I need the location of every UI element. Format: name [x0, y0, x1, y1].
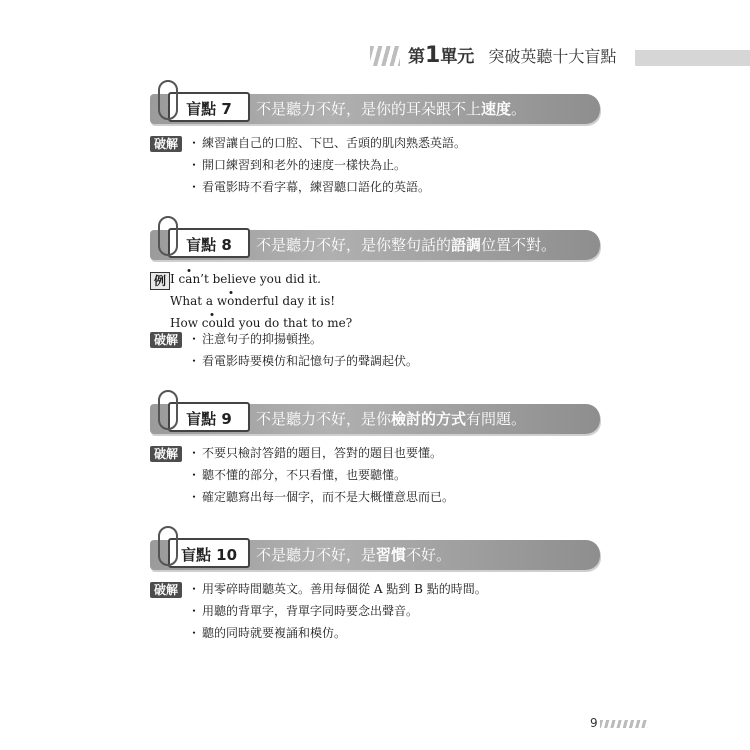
solution-list: [188, 442, 454, 508]
ex-text: What a w: [170, 294, 228, 308]
example-sentence: [170, 268, 352, 290]
ex-text: n’t believe you did it.: [192, 272, 321, 286]
list-item: ・ 看電影時要模仿和記憶句子的聲調起伏。: [188, 350, 418, 372]
section-title: [256, 408, 526, 429]
list-item: ・ 練習讓自己的口腔、下巴、舌頭的肌肉熟悉英語。: [188, 132, 466, 154]
list-item: ・ 用聽的背單字，背單字同時要念出聲音。: [188, 600, 487, 622]
page-number: 9: [590, 716, 598, 730]
section-blindspot-9: [150, 404, 600, 504]
unit-title: [408, 42, 616, 68]
title-end: 位置不對。: [481, 236, 557, 254]
paperclip-icon: [158, 526, 178, 566]
footer-decoration: [600, 720, 648, 728]
header-decoration: [370, 46, 400, 66]
title-end: 不好。: [406, 546, 452, 564]
title-emphasis: 語調: [451, 236, 482, 254]
title-end: 有問題。: [466, 410, 527, 428]
solution-list: [188, 328, 418, 372]
section-banner: [150, 94, 600, 124]
example-label: 例: [150, 272, 170, 290]
list-item: ・ 聽的同時就要複誦和模仿。: [188, 622, 487, 644]
title-text: 不是聽力不好，是你: [256, 410, 392, 428]
example-sentences: [170, 268, 352, 334]
list-item: ・ 看電影時不看字幕，練習聽口語化的英語。: [188, 176, 466, 198]
list-item: ・ 聽不懂的部分，不只看懂，也要聽懂。: [188, 464, 454, 486]
title-text: 不是聽力不好，是: [256, 546, 377, 564]
title-text: 不是聽力不好，是你的耳朵跟不上: [256, 100, 482, 118]
unit-number: 1: [425, 43, 441, 68]
unit-header: [330, 40, 630, 70]
title-emphasis: 檢討的方式: [391, 410, 467, 428]
unit-subtitle: 突破英聽十大盲點: [488, 47, 617, 66]
section-blindspot-7: [150, 94, 600, 194]
list-item: ・ 確定聽寫出每一個字，而不是大概懂意思而已。: [188, 486, 454, 508]
section-banner: [150, 404, 600, 434]
stress-mark: a: [185, 272, 193, 286]
section-title: [256, 98, 526, 119]
ex-text: I c: [170, 272, 186, 286]
title-emphasis: 速度: [481, 100, 512, 118]
title-end: 。: [511, 100, 527, 118]
paperclip-icon: [158, 216, 178, 256]
ex-text: nderful day it is!: [234, 294, 336, 308]
blindspot-tag: 盲點 10: [168, 538, 250, 568]
stress-mark: o: [208, 316, 216, 330]
title-text: 不是聽力不好，是你整句話的: [256, 236, 452, 254]
solution-label: 破解: [150, 582, 182, 598]
solution-list: [188, 132, 466, 198]
list-item: ・ 開口練習到和老外的速度一樣快為止。: [188, 154, 466, 176]
paperclip-icon: [158, 80, 178, 120]
section-blindspot-10: [150, 540, 600, 640]
title-emphasis: 習慣: [376, 546, 407, 564]
section-banner: [150, 230, 600, 260]
solution-label: 破解: [150, 332, 182, 348]
section-title: [256, 234, 556, 255]
list-item: ・ 不要只檢討答錯的題目，答對的題目也要懂。: [188, 442, 454, 464]
header-bar: [635, 50, 750, 66]
blindspot-tag: 盲點 8: [168, 228, 250, 258]
paperclip-icon: [158, 390, 178, 430]
solution-label: 破解: [150, 136, 182, 152]
section-title: [256, 544, 451, 565]
blindspot-tag: 盲點 7: [168, 92, 250, 122]
section-banner: [150, 540, 600, 570]
list-item: ・ 注意句子的抑揚頓挫。: [188, 328, 418, 350]
unit-suffix: 單元: [440, 47, 475, 67]
example-sentence: [170, 290, 352, 312]
ex-text: uld you do that to me?: [215, 316, 353, 330]
list-item: ・ 用零碎時間聽英文。善用每個從 A 點到 B 點的時間。: [188, 578, 487, 600]
solution-label: 破解: [150, 446, 182, 462]
solution-list: [188, 578, 487, 644]
blindspot-tag: 盲點 9: [168, 402, 250, 432]
ex-text: How c: [170, 316, 209, 330]
section-blindspot-8: [150, 230, 600, 368]
unit-prefix: 第: [408, 47, 425, 67]
stress-mark: o: [227, 294, 235, 308]
